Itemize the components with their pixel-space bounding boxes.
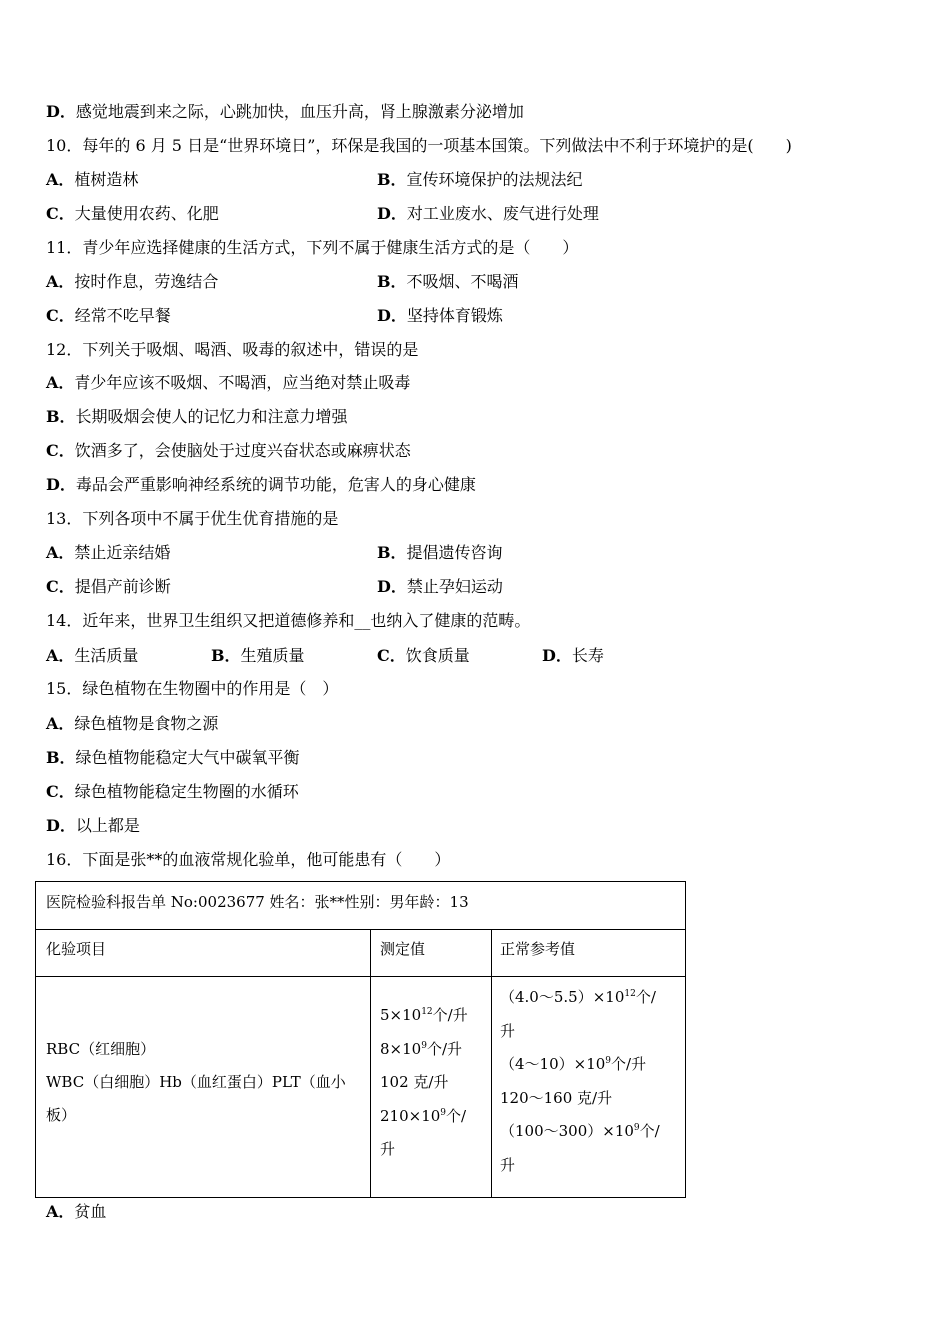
q13-option-c[interactable]: C．提倡产前诊断 xyxy=(46,577,171,596)
q14-option-a[interactable]: A．生活质量 xyxy=(46,646,139,665)
test-item-line: 板） xyxy=(46,1106,77,1124)
q14-option-c[interactable]: C．饮食质量 xyxy=(377,646,470,665)
test-item-line: RBC（红细胞） xyxy=(46,1040,156,1058)
q15-option-a[interactable]: A．绿色植物是食物之源 xyxy=(46,714,219,733)
q12-option-a[interactable]: A．青少年应该不吸烟、不喝酒，应当绝对禁止吸毒 xyxy=(46,373,411,392)
report-title: 医院检验科报告单 No:0023677 姓名：张**性别：男年龄：13 xyxy=(46,893,469,911)
measured-rbc: $5\times 10^{12}$个/升 xyxy=(380,1006,468,1024)
measured-plt: $210\times 10^9$个/ xyxy=(380,1106,467,1125)
q13-option-a[interactable]: A．禁止近亲结婚 xyxy=(46,543,171,562)
q14-option-b[interactable]: B．生殖质量 xyxy=(211,646,305,665)
reference-plt-unit: 升 xyxy=(500,1155,516,1174)
q11-option-a[interactable]: A．按时作息，劳逸结合 xyxy=(46,272,219,291)
q11-option-c[interactable]: C．经常不吃早餐 xyxy=(46,306,171,325)
reference-wbc: $(4\sim 10)\times 10^9$个/升 xyxy=(500,1055,647,1073)
reference-hb: 120～160 克/升 xyxy=(500,1088,613,1107)
q10-stem: 10．每年的 6 月 5 日是“世界环境日”，环保是我国的一项基本国策。下列做法中不利于环境护的是( ) xyxy=(46,136,792,155)
q12-option-c[interactable]: C．饮酒多了，会使脑处于过度兴奋状态或麻痹状态 xyxy=(46,441,411,460)
q13-option-d[interactable]: D．禁止孕妇运动 xyxy=(377,577,503,596)
q11-stem: 11．青少年应选择健康的生活方式，下列不属于健康生活方式的是（ ） xyxy=(46,238,579,257)
reference-rbc: $(4.0\sim 5.5)\times 10^{12}$个/ xyxy=(500,988,656,1006)
q16-stem: 16．下面是张**的血液常规化验单，他可能患有（ ） xyxy=(46,850,451,869)
table-divider xyxy=(491,929,492,1197)
q14-option-d[interactable]: D．长寿 xyxy=(542,646,604,665)
header-test-item: 化验项目 xyxy=(46,940,107,958)
q15-option-d[interactable]: D．以上都是 xyxy=(46,816,140,835)
q15-stem: 15．绿色植物在生物圈中的作用是（ ） xyxy=(46,679,339,698)
q11-option-d[interactable]: D．坚持体育锻炼 xyxy=(377,306,503,325)
table-divider xyxy=(36,976,685,977)
measured-values-cell xyxy=(380,1004,468,1172)
q12-option-d[interactable]: D．毒品会严重影响神经系统的调节功能，危害人的身心健康 xyxy=(46,475,476,494)
table-divider xyxy=(36,929,685,930)
q10-option-c[interactable]: C．大量使用农药、化肥 xyxy=(46,204,219,223)
q10-option-d[interactable]: D．对工业废水、废气进行处理 xyxy=(377,204,599,223)
q15-option-c[interactable]: C．绿色植物能稳定生物圈的水循环 xyxy=(46,782,299,801)
test-item-line: WBC（白细胞）Hb（血红蛋白）PLT（血小 xyxy=(46,1073,346,1091)
measured-plt-unit: 升 xyxy=(380,1140,396,1158)
header-measured-value: 测定值 xyxy=(380,940,426,958)
reference-values-cell xyxy=(500,986,660,1187)
q14-stem: 14．近年来，世界卫生组织又把道德修养和__也纳入了健康的范畴。 xyxy=(46,611,531,630)
reference-rbc-unit: 升 xyxy=(500,1021,516,1040)
q12-option-b[interactable]: B．长期吸烟会使人的记忆力和注意力增强 xyxy=(46,407,348,426)
q15-option-b[interactable]: B．绿色植物能稳定大气中碳氧平衡 xyxy=(46,748,300,767)
table-divider xyxy=(370,929,371,1197)
q13-stem: 13．下列各项中不属于优生优育措施的是 xyxy=(46,509,339,528)
header-normal-range: 正常参考值 xyxy=(500,940,576,958)
measured-hb: 102 克/升 xyxy=(380,1073,449,1091)
test-items-cell xyxy=(46,1038,346,1137)
measured-wbc: $8\times 10^9$个/升 xyxy=(380,1039,462,1058)
q10-option-a[interactable]: A．植树造林 xyxy=(46,170,139,189)
q9-option-d: D．感觉地震到来之际，心跳加快，血压升高，肾上腺激素分泌增加 xyxy=(46,102,524,121)
q11-option-b[interactable]: B．不吸烟、不喝酒 xyxy=(377,272,519,291)
reference-plt: $(100\sim 300)\times 10^9$个/ xyxy=(500,1122,660,1140)
q12-stem: 12．下列关于吸烟、喝酒、吸毒的叙述中，错误的是 xyxy=(46,340,419,359)
q16-option-a[interactable]: A．贫血 xyxy=(46,1202,107,1221)
blood-test-report-table xyxy=(35,881,686,1198)
q10-option-b[interactable]: B．宣传环境保护的法规法纪 xyxy=(377,170,583,189)
q13-option-b[interactable]: B．提倡遗传咨询 xyxy=(377,543,503,562)
